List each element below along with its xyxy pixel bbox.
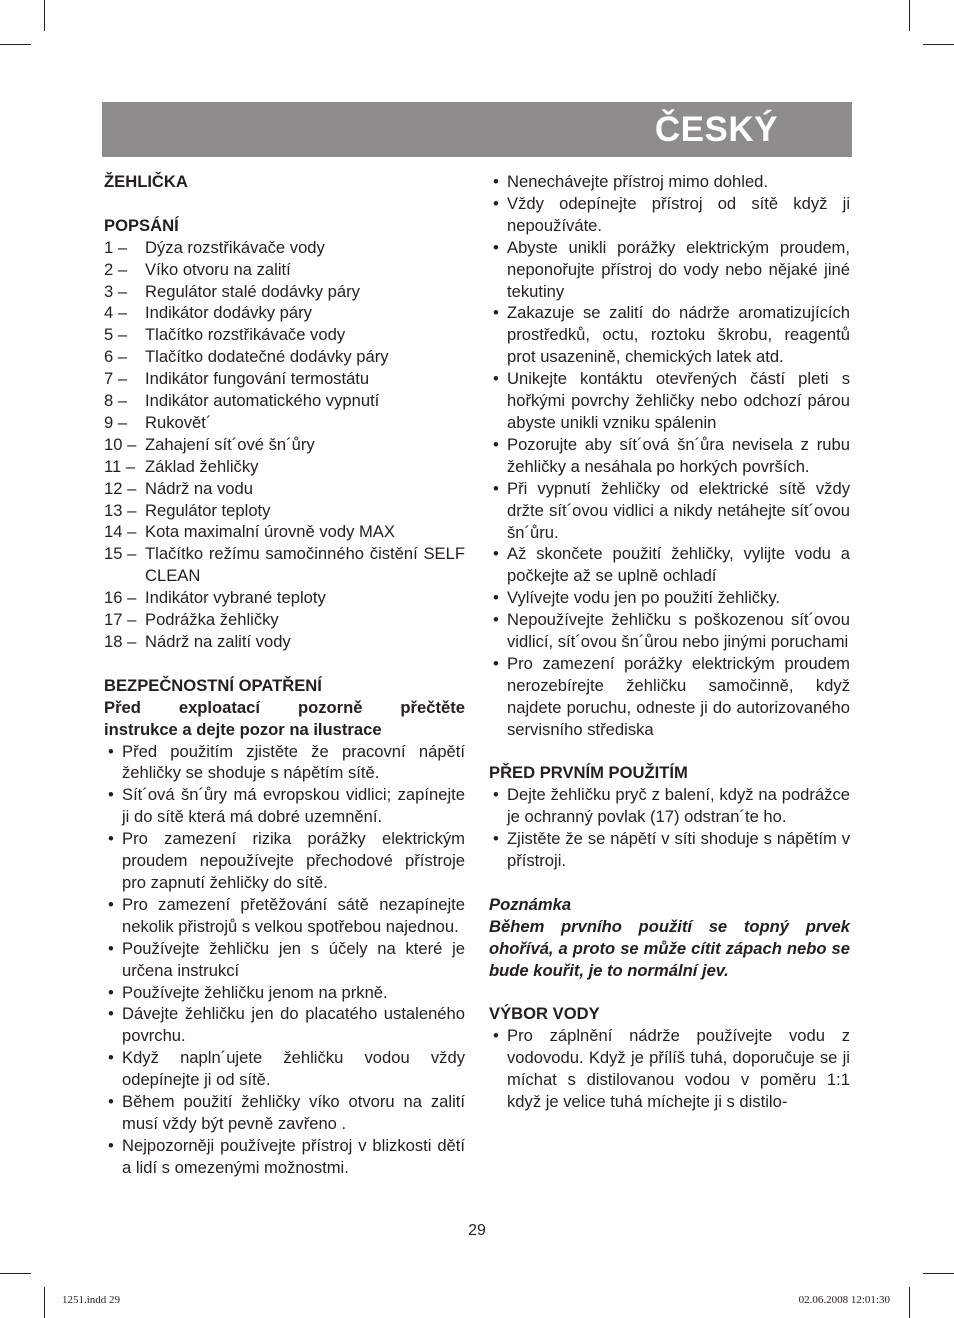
bullet-icon: • [493,610,499,630]
item-number: 4 – [104,303,128,323]
bullet-item [489,237,850,303]
bullet-text: Unikejte kontáktu otevřených částí pleti s hořkými povrchy žehličky nebo odchozí párou abyste unikli vzniku spálenin [507,369,850,432]
bullet-icon: • [108,829,114,849]
item-text: Indikátor vybrané teploty [145,588,326,608]
file-slug: 1251.indd 29 [62,1294,121,1306]
bullet-text: Používejte žehličku jen s účely na které je určena instrukcí [122,938,465,980]
page-number: 29 [468,1222,486,1239]
bullet-icon: • [493,785,499,805]
crop-mark [0,44,31,45]
bullet-item [489,1025,850,1113]
bullet-text: Sít´ová šn´ůry má evropskou vidlici; zapínejte ji do sítě která má dobré uzemnění. [122,785,465,827]
crop-mark [44,1287,45,1318]
bullet-item [489,609,850,653]
bullet-text: Při vypnutí žehličky od elektrické sítě vždy držte sít´ovou vidlici a nikdy netáhejte sít´ovou šn´ůru. [507,478,850,542]
item-text: Regulátor teploty [145,500,271,520]
bullet-icon: • [108,894,114,914]
item-number: 3 – [104,281,128,301]
bullet-text: Dejte žehličku pryč z balení, když na podrážce je ochranný povlak (17) odstran´te ho. [507,785,850,827]
list-item [104,456,465,478]
list-item [104,281,465,303]
water-heading: VÝBOR VODY [489,1004,600,1024]
bullet-item [104,1135,465,1179]
item-number: 7 – [104,369,128,389]
item-number: 11 – [104,456,136,476]
bullet-text: Nejpozorněji používejte přístroj v blizkosti dětí a lidí s omezenými možnostmi. [122,1135,465,1177]
list-item [104,412,465,434]
bullet-text: Vždy odepínejte přístroj od sítě když ji nepoužíváte. [507,193,850,235]
item-text: Víko otvoru na zalití [145,259,291,279]
list-item [104,543,465,587]
crop-mark [923,44,954,45]
bullet-text: Vylívejte vodu jen po použití žehličky. [507,588,781,608]
bullet-icon: • [108,785,114,805]
list-item [104,324,465,346]
bullet-icon: • [108,938,114,958]
bullet-text: Používejte žehličku jenom na prkně. [122,982,388,1002]
item-number: 1 – [104,237,128,257]
left-column [104,171,465,1179]
item-text: Indikátor automatického vypnutí [145,391,380,411]
bullet-item [489,171,850,193]
bullet-item [489,653,850,741]
bullet-icon: • [493,588,499,608]
list-item [104,259,465,281]
safety-list [104,741,465,1179]
item-number: 5 – [104,325,128,345]
item-text: Rukovět´ [145,412,212,432]
bullet-text: Pro záplnění nádrže používejte vodu z vodovodu. Když je přílíš tuhá, doporučuje se ji míchat s distilovanou vodou v poměru 1:1 když je velice tuhá míchejte ji s distilo- [507,1026,850,1112]
list-item [104,390,465,412]
list-item [104,521,465,543]
bullet-icon: • [108,1092,114,1112]
bullet-text: Pro zamezení porážky elektrickým proudem nerozebírejte žehličku samočinně, když najdete poruchu, odneste ji do autorizovaného servisního střediska [507,653,850,739]
bullet-item [104,1091,465,1135]
crop-mark [923,1273,954,1274]
safety-intro: Před exploatací pozorně přečtěte [104,697,465,717]
list-item [104,631,465,653]
bullet-text: Pozorujte aby sít´ová šn´ůra nevisela z rubu žehličky a nesáhala po horkých površích. [507,434,850,476]
bullet-icon: • [108,1135,114,1155]
item-number: 17 – [104,610,137,630]
item-text: Tlačítko dodatečné dodávky páry [145,347,389,367]
bullet-item [104,784,465,828]
item-number: 14 – [104,522,137,542]
bullet-text: Pro zamezení přetěžování sátě nezapínejte nekolik přistrojů s velkou spotřebou najednou. [122,894,465,936]
item-text: Regulátor stalé dodávky páry [145,281,360,301]
bullet-text: Až skončete použití žehličky, vylijte vodu a počkejte až se uplně ochladí [507,544,850,586]
item-text: Tlačítko rozstřikávače vody [145,325,346,345]
item-number: 10 – [104,434,137,454]
note-heading: Poznámka [489,894,572,914]
item-number: 16 – [104,588,137,608]
bullet-item [104,982,465,1004]
item-number: 15 – [104,544,137,564]
right-column [489,171,850,1113]
item-text: Dýza rozstřikávače vody [145,237,325,257]
bullet-text: Zjistěte že se nápětí v síti shoduje s nápětím v přístroji. [507,829,850,871]
list-item [104,237,465,259]
crop-mark [909,1287,910,1318]
bullet-icon: • [493,653,499,673]
item-number: 6 – [104,347,128,367]
item-text: Nádrž na zalití vody [145,632,291,652]
bullet-text: Během použití žehličky víko otvoru na zalití musí vždy být pevně zavřeno . [122,1092,465,1133]
bullet-item [489,368,850,434]
bullet-icon: • [493,303,499,323]
crop-mark [44,0,45,31]
bullet-item [489,784,850,828]
note-text: Během prvního použití se topný prvek ohořívá, a proto se může cítit zápach nebo se bude kouřit, je to normální jev. [489,916,850,980]
bullet-text: Zakazuje se zalití do nádrže aromatizujících prostředků, octu, roztoku škrobu, reagentů prot usazenině, chemických latek atd. [507,303,850,367]
bullet-item [104,1047,465,1091]
list-item [104,478,465,500]
bullet-icon: • [493,369,499,389]
bullet-icon: • [493,1026,499,1046]
list-item [104,500,465,522]
bullet-text: Pro zamezení rizika porážky elektrickým proudem nepoužívejte přechodové přístroje pro zapnutí žehličky do sítě. [122,829,465,892]
list-item [104,346,465,368]
bullet-item [489,478,850,544]
item-number: 9 – [104,412,128,432]
bullet-item [489,543,850,587]
bullet-item [489,587,850,609]
list-item [104,368,465,390]
item-text: Podrážka žehličky [145,610,279,630]
language-title: ČESKÝ [654,110,778,149]
bullet-item [489,434,850,478]
bullet-icon: • [108,982,114,1002]
language-header-bar [102,102,852,157]
date-slug: 02.06.2008 12:01:30 [798,1294,890,1306]
bullet-icon: • [108,1048,114,1068]
bullet-text: Nepoužívejte žehličku s poškozenou sít´ovou vidlicí, sít´ovou šn´ůrou nebo jinými poruchami [507,610,850,652]
item-text: Indikátor dodávky páry [145,303,312,323]
bullet-icon: • [108,1004,114,1024]
parts-list [104,237,465,653]
safety-heading: BEZPEČNOSTNÍ OPATŘENÍ [104,675,322,695]
bullet-item [104,741,465,785]
crop-mark [909,0,910,31]
bullet-item [489,302,850,368]
bullet-text: Dávejte žehličku jen do placatého ustaleného povrchu. [122,1004,465,1046]
bullet-text: Když napln´ujete žehličku vodou vždy odepínejte ji od sítě. [122,1048,465,1090]
item-number: 18 – [104,632,137,652]
bullet-item [489,828,850,872]
bullet-item [104,828,465,894]
bullet-icon: • [493,193,499,213]
item-text: Indikátor fungování termostátu [145,369,370,389]
item-text: Nádrž na vodu [145,478,253,498]
bullet-icon: • [493,829,499,849]
first-use-heading: PŘED PRVNÍM POUŽITÍM [489,763,688,783]
bullet-icon: • [493,478,499,498]
item-number: 12 – [104,478,137,498]
bullet-icon: • [493,544,499,564]
first-use-list [489,784,850,872]
item-number: 8 – [104,391,128,411]
safety-intro: instrukce a dejte pozor na ilustrace [104,719,382,739]
crop-mark [0,1273,31,1274]
list-item [104,587,465,609]
list-item [104,434,465,456]
bullet-item [104,894,465,938]
item-text: Kota maximalní úrovně vody MAX [145,522,395,542]
bullet-item [489,193,850,237]
item-number: 2 – [104,259,128,279]
list-item [104,609,465,631]
item-number: 13 – [104,500,137,520]
bullet-icon: • [108,741,114,761]
bullet-item [104,938,465,982]
water-list [489,1025,850,1113]
safety-list-continued [489,171,850,741]
bullet-icon: • [493,434,499,454]
list-item [104,302,465,324]
item-text: Tlačítko režímu samočinného čistění SELF CLEAN [145,544,465,586]
bullet-text: Abyste unikli porážky elektrickým proudem, neponořujte přístroj do vody nebo nějaké jiné tekutiny [507,237,850,301]
bullet-item [104,1003,465,1047]
item-text: Zahajení sít´ové šn´ůry [145,434,315,454]
bullet-icon: • [493,237,499,257]
bullet-text: Před použitím zjistěte že pracovní nápětí žehličky se shoduje s nápětím sítě. [122,741,465,783]
bullet-icon: • [493,172,499,191]
bullet-text: Nenechávejte přístroj mimo dohled. [507,172,769,191]
description-heading: POPSÁNÍ [104,215,179,235]
item-text: Základ žehličky [145,456,259,476]
section-title: ŽEHLIČKA [104,172,188,191]
